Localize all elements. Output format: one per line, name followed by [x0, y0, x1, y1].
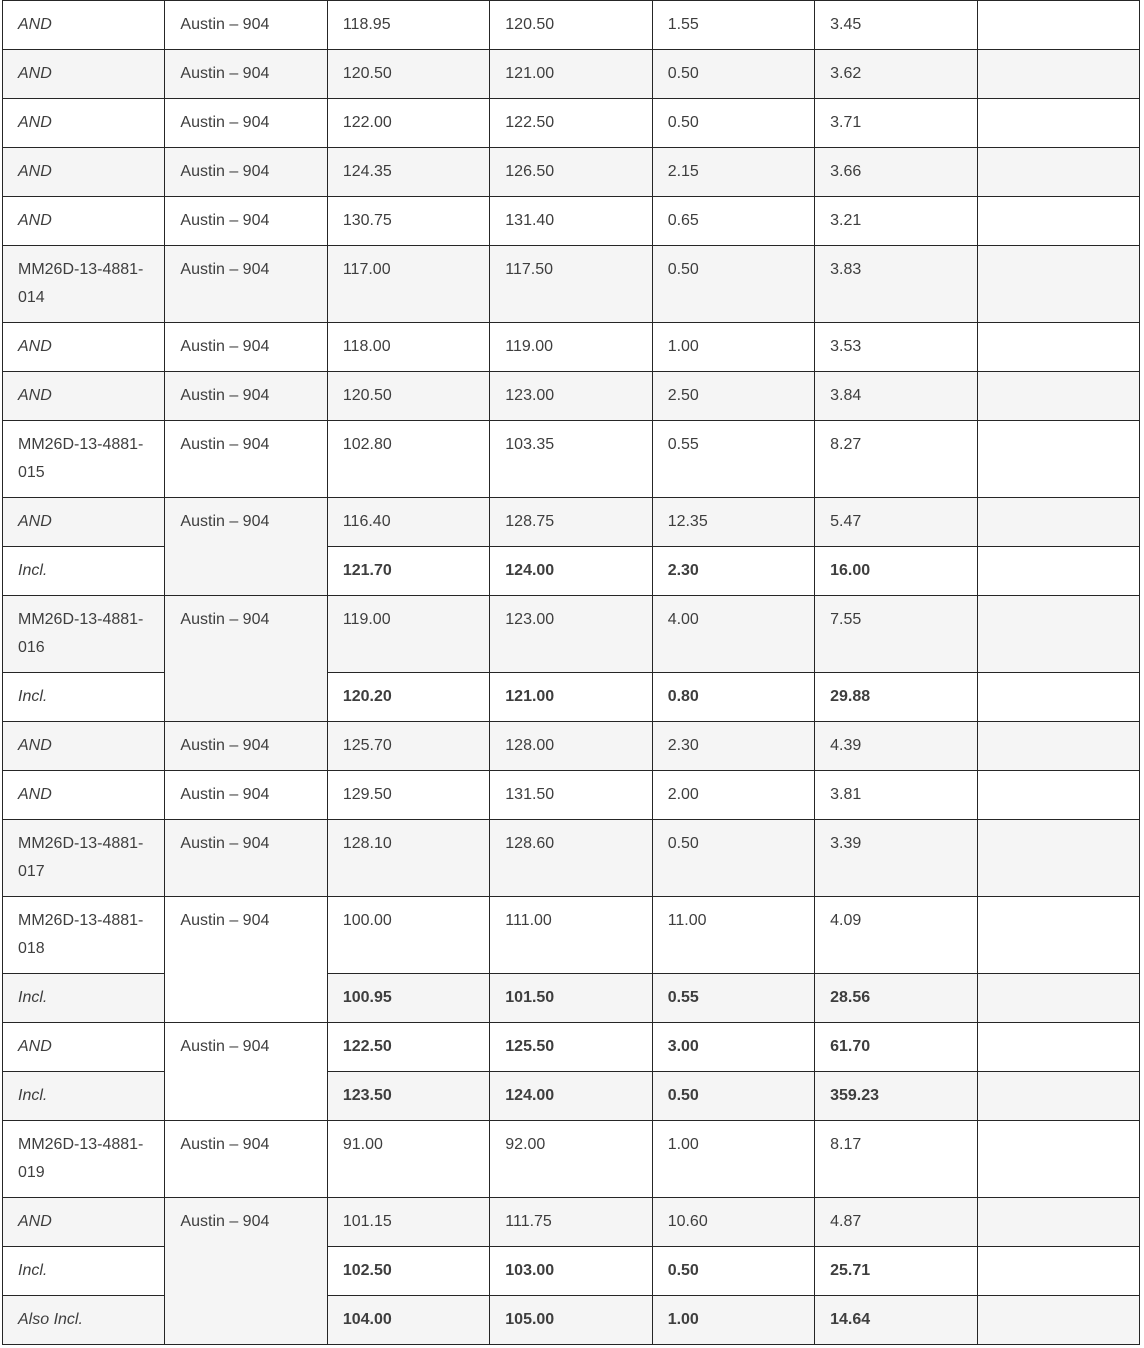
from-cell: 124.35: [327, 148, 489, 197]
hole-id-cell: MM26D-13-4881-016: [3, 596, 165, 673]
table-row: [3, 1121, 1140, 1198]
value-cell: 3.71: [815, 99, 977, 148]
zone-cell: Austin – 904: [165, 498, 327, 596]
table-row: [3, 498, 1140, 547]
zone-cell: Austin – 904: [165, 372, 327, 421]
interval-cell: 1.55: [652, 1, 814, 50]
interval-cell: 0.50: [652, 820, 814, 897]
qualifier-cell: Incl.: [3, 547, 165, 596]
drill-results-table-body: [3, 1, 1140, 1345]
to-cell: 131.50: [490, 771, 652, 820]
table-row: [3, 197, 1140, 246]
interval-cell: 11.00: [652, 897, 814, 974]
to-cell: 121.00: [490, 50, 652, 99]
to-cell: 111.00: [490, 897, 652, 974]
to-cell: 124.00: [490, 1072, 652, 1121]
from-cell: 120.20: [327, 673, 489, 722]
to-cell: 105.00: [490, 1296, 652, 1345]
interval-cell: 0.50: [652, 1247, 814, 1296]
to-cell: 126.50: [490, 148, 652, 197]
blank-cell: [977, 99, 1139, 148]
value-cell: 3.62: [815, 50, 977, 99]
qualifier-cell: AND: [3, 722, 165, 771]
value-cell: 4.09: [815, 897, 977, 974]
value-cell: 3.66: [815, 148, 977, 197]
from-cell: 129.50: [327, 771, 489, 820]
interval-cell: 2.15: [652, 148, 814, 197]
value-cell: 4.39: [815, 722, 977, 771]
blank-cell: [977, 50, 1139, 99]
hole-id-cell: MM26D-13-4881-017: [3, 820, 165, 897]
to-cell: 92.00: [490, 1121, 652, 1198]
zone-cell: Austin – 904: [165, 596, 327, 722]
from-cell: 119.00: [327, 596, 489, 673]
qualifier-cell: AND: [3, 771, 165, 820]
from-cell: 130.75: [327, 197, 489, 246]
to-cell: 123.00: [490, 372, 652, 421]
value-cell: 8.27: [815, 421, 977, 498]
qualifier-cell: AND: [3, 1023, 165, 1072]
zone-cell: Austin – 904: [165, 820, 327, 897]
from-cell: 123.50: [327, 1072, 489, 1121]
hole-id-cell: MM26D-13-4881-015: [3, 421, 165, 498]
qualifier-cell: AND: [3, 323, 165, 372]
zone-cell: Austin – 904: [165, 897, 327, 1023]
blank-cell: [977, 820, 1139, 897]
from-cell: 118.00: [327, 323, 489, 372]
zone-cell: Austin – 904: [165, 50, 327, 99]
blank-cell: [977, 197, 1139, 246]
from-cell: 116.40: [327, 498, 489, 547]
value-cell: 3.39: [815, 820, 977, 897]
to-cell: 101.50: [490, 974, 652, 1023]
value-cell: 3.83: [815, 246, 977, 323]
interval-cell: 0.55: [652, 421, 814, 498]
interval-cell: 10.60: [652, 1198, 814, 1247]
interval-cell: 1.00: [652, 1296, 814, 1345]
zone-cell: Austin – 904: [165, 1023, 327, 1121]
from-cell: 122.00: [327, 99, 489, 148]
interval-cell: 0.50: [652, 246, 814, 323]
table-row: [3, 99, 1140, 148]
from-cell: 102.80: [327, 421, 489, 498]
value-cell: 29.88: [815, 673, 977, 722]
blank-cell: [977, 1, 1139, 50]
table-row: [3, 596, 1140, 673]
qualifier-cell: AND: [3, 1, 165, 50]
zone-cell: Austin – 904: [165, 197, 327, 246]
interval-cell: 1.00: [652, 1121, 814, 1198]
from-cell: 100.00: [327, 897, 489, 974]
blank-cell: [977, 323, 1139, 372]
zone-cell: Austin – 904: [165, 1, 327, 50]
to-cell: 119.00: [490, 323, 652, 372]
table-row: [3, 50, 1140, 99]
table-row: [3, 1023, 1140, 1072]
blank-cell: [977, 547, 1139, 596]
blank-cell: [977, 1296, 1139, 1345]
to-cell: 128.60: [490, 820, 652, 897]
value-cell: 28.56: [815, 974, 977, 1023]
to-cell: 131.40: [490, 197, 652, 246]
value-cell: 16.00: [815, 547, 977, 596]
blank-cell: [977, 421, 1139, 498]
table-row: [3, 246, 1140, 323]
hole-id-cell: MM26D-13-4881-018: [3, 897, 165, 974]
qualifier-cell: Incl.: [3, 673, 165, 722]
interval-cell: 0.50: [652, 99, 814, 148]
interval-cell: 0.50: [652, 50, 814, 99]
from-cell: 104.00: [327, 1296, 489, 1345]
blank-cell: [977, 673, 1139, 722]
from-cell: 120.50: [327, 372, 489, 421]
qualifier-cell: AND: [3, 50, 165, 99]
to-cell: 125.50: [490, 1023, 652, 1072]
from-cell: 101.15: [327, 1198, 489, 1247]
from-cell: 100.95: [327, 974, 489, 1023]
value-cell: 5.47: [815, 498, 977, 547]
value-cell: 61.70: [815, 1023, 977, 1072]
value-cell: 4.87: [815, 1198, 977, 1247]
table-row: [3, 820, 1140, 897]
drill-results-table: [2, 0, 1140, 1345]
from-cell: 120.50: [327, 50, 489, 99]
zone-cell: Austin – 904: [165, 148, 327, 197]
table-row: [3, 897, 1140, 974]
value-cell: 3.81: [815, 771, 977, 820]
from-cell: 117.00: [327, 246, 489, 323]
table-row: [3, 323, 1140, 372]
qualifier-cell: AND: [3, 197, 165, 246]
value-cell: 359.23: [815, 1072, 977, 1121]
interval-cell: 0.50: [652, 1072, 814, 1121]
qualifier-cell: Incl.: [3, 1247, 165, 1296]
to-cell: 128.00: [490, 722, 652, 771]
to-cell: 117.50: [490, 246, 652, 323]
blank-cell: [977, 722, 1139, 771]
zone-cell: Austin – 904: [165, 99, 327, 148]
value-cell: 7.55: [815, 596, 977, 673]
hole-id-cell: MM26D-13-4881-019: [3, 1121, 165, 1198]
from-cell: 125.70: [327, 722, 489, 771]
to-cell: 123.00: [490, 596, 652, 673]
qualifier-cell: AND: [3, 498, 165, 547]
qualifier-cell: Incl.: [3, 974, 165, 1023]
from-cell: 118.95: [327, 1, 489, 50]
table-row: [3, 771, 1140, 820]
zone-cell: Austin – 904: [165, 1121, 327, 1198]
blank-cell: [977, 1121, 1139, 1198]
qualifier-cell: AND: [3, 148, 165, 197]
to-cell: 103.00: [490, 1247, 652, 1296]
zone-cell: Austin – 904: [165, 1198, 327, 1345]
blank-cell: [977, 1247, 1139, 1296]
from-cell: 122.50: [327, 1023, 489, 1072]
value-cell: 3.53: [815, 323, 977, 372]
value-cell: 3.21: [815, 197, 977, 246]
interval-cell: 2.00: [652, 771, 814, 820]
qualifier-cell: Incl.: [3, 1072, 165, 1121]
qualifier-cell: AND: [3, 372, 165, 421]
to-cell: 120.50: [490, 1, 652, 50]
table-row: [3, 148, 1140, 197]
interval-cell: 0.55: [652, 974, 814, 1023]
from-cell: 91.00: [327, 1121, 489, 1198]
to-cell: 103.35: [490, 421, 652, 498]
blank-cell: [977, 897, 1139, 974]
interval-cell: 4.00: [652, 596, 814, 673]
qualifier-cell: AND: [3, 99, 165, 148]
interval-cell: 2.30: [652, 547, 814, 596]
value-cell: 3.84: [815, 372, 977, 421]
zone-cell: Austin – 904: [165, 246, 327, 323]
blank-cell: [977, 1072, 1139, 1121]
blank-cell: [977, 1023, 1139, 1072]
blank-cell: [977, 246, 1139, 323]
zone-cell: Austin – 904: [165, 421, 327, 498]
table-row: [3, 372, 1140, 421]
zone-cell: Austin – 904: [165, 771, 327, 820]
blank-cell: [977, 596, 1139, 673]
blank-cell: [977, 771, 1139, 820]
interval-cell: 0.65: [652, 197, 814, 246]
to-cell: 122.50: [490, 99, 652, 148]
blank-cell: [977, 1198, 1139, 1247]
table-row: [3, 1, 1140, 50]
blank-cell: [977, 498, 1139, 547]
interval-cell: 12.35: [652, 498, 814, 547]
qualifier-cell: Also Incl.: [3, 1296, 165, 1345]
interval-cell: 3.00: [652, 1023, 814, 1072]
zone-cell: Austin – 904: [165, 323, 327, 372]
blank-cell: [977, 148, 1139, 197]
qualifier-cell: AND: [3, 1198, 165, 1247]
to-cell: 111.75: [490, 1198, 652, 1247]
from-cell: 121.70: [327, 547, 489, 596]
blank-cell: [977, 974, 1139, 1023]
to-cell: 128.75: [490, 498, 652, 547]
value-cell: 14.64: [815, 1296, 977, 1345]
value-cell: 3.45: [815, 1, 977, 50]
zone-cell: Austin – 904: [165, 722, 327, 771]
from-cell: 128.10: [327, 820, 489, 897]
interval-cell: 2.30: [652, 722, 814, 771]
table-row: [3, 1198, 1140, 1247]
value-cell: 25.71: [815, 1247, 977, 1296]
interval-cell: 0.80: [652, 673, 814, 722]
to-cell: 124.00: [490, 547, 652, 596]
table-row: [3, 421, 1140, 498]
table-row: [3, 722, 1140, 771]
value-cell: 8.17: [815, 1121, 977, 1198]
to-cell: 121.00: [490, 673, 652, 722]
blank-cell: [977, 372, 1139, 421]
interval-cell: 2.50: [652, 372, 814, 421]
interval-cell: 1.00: [652, 323, 814, 372]
hole-id-cell: MM26D-13-4881-014: [3, 246, 165, 323]
from-cell: 102.50: [327, 1247, 489, 1296]
